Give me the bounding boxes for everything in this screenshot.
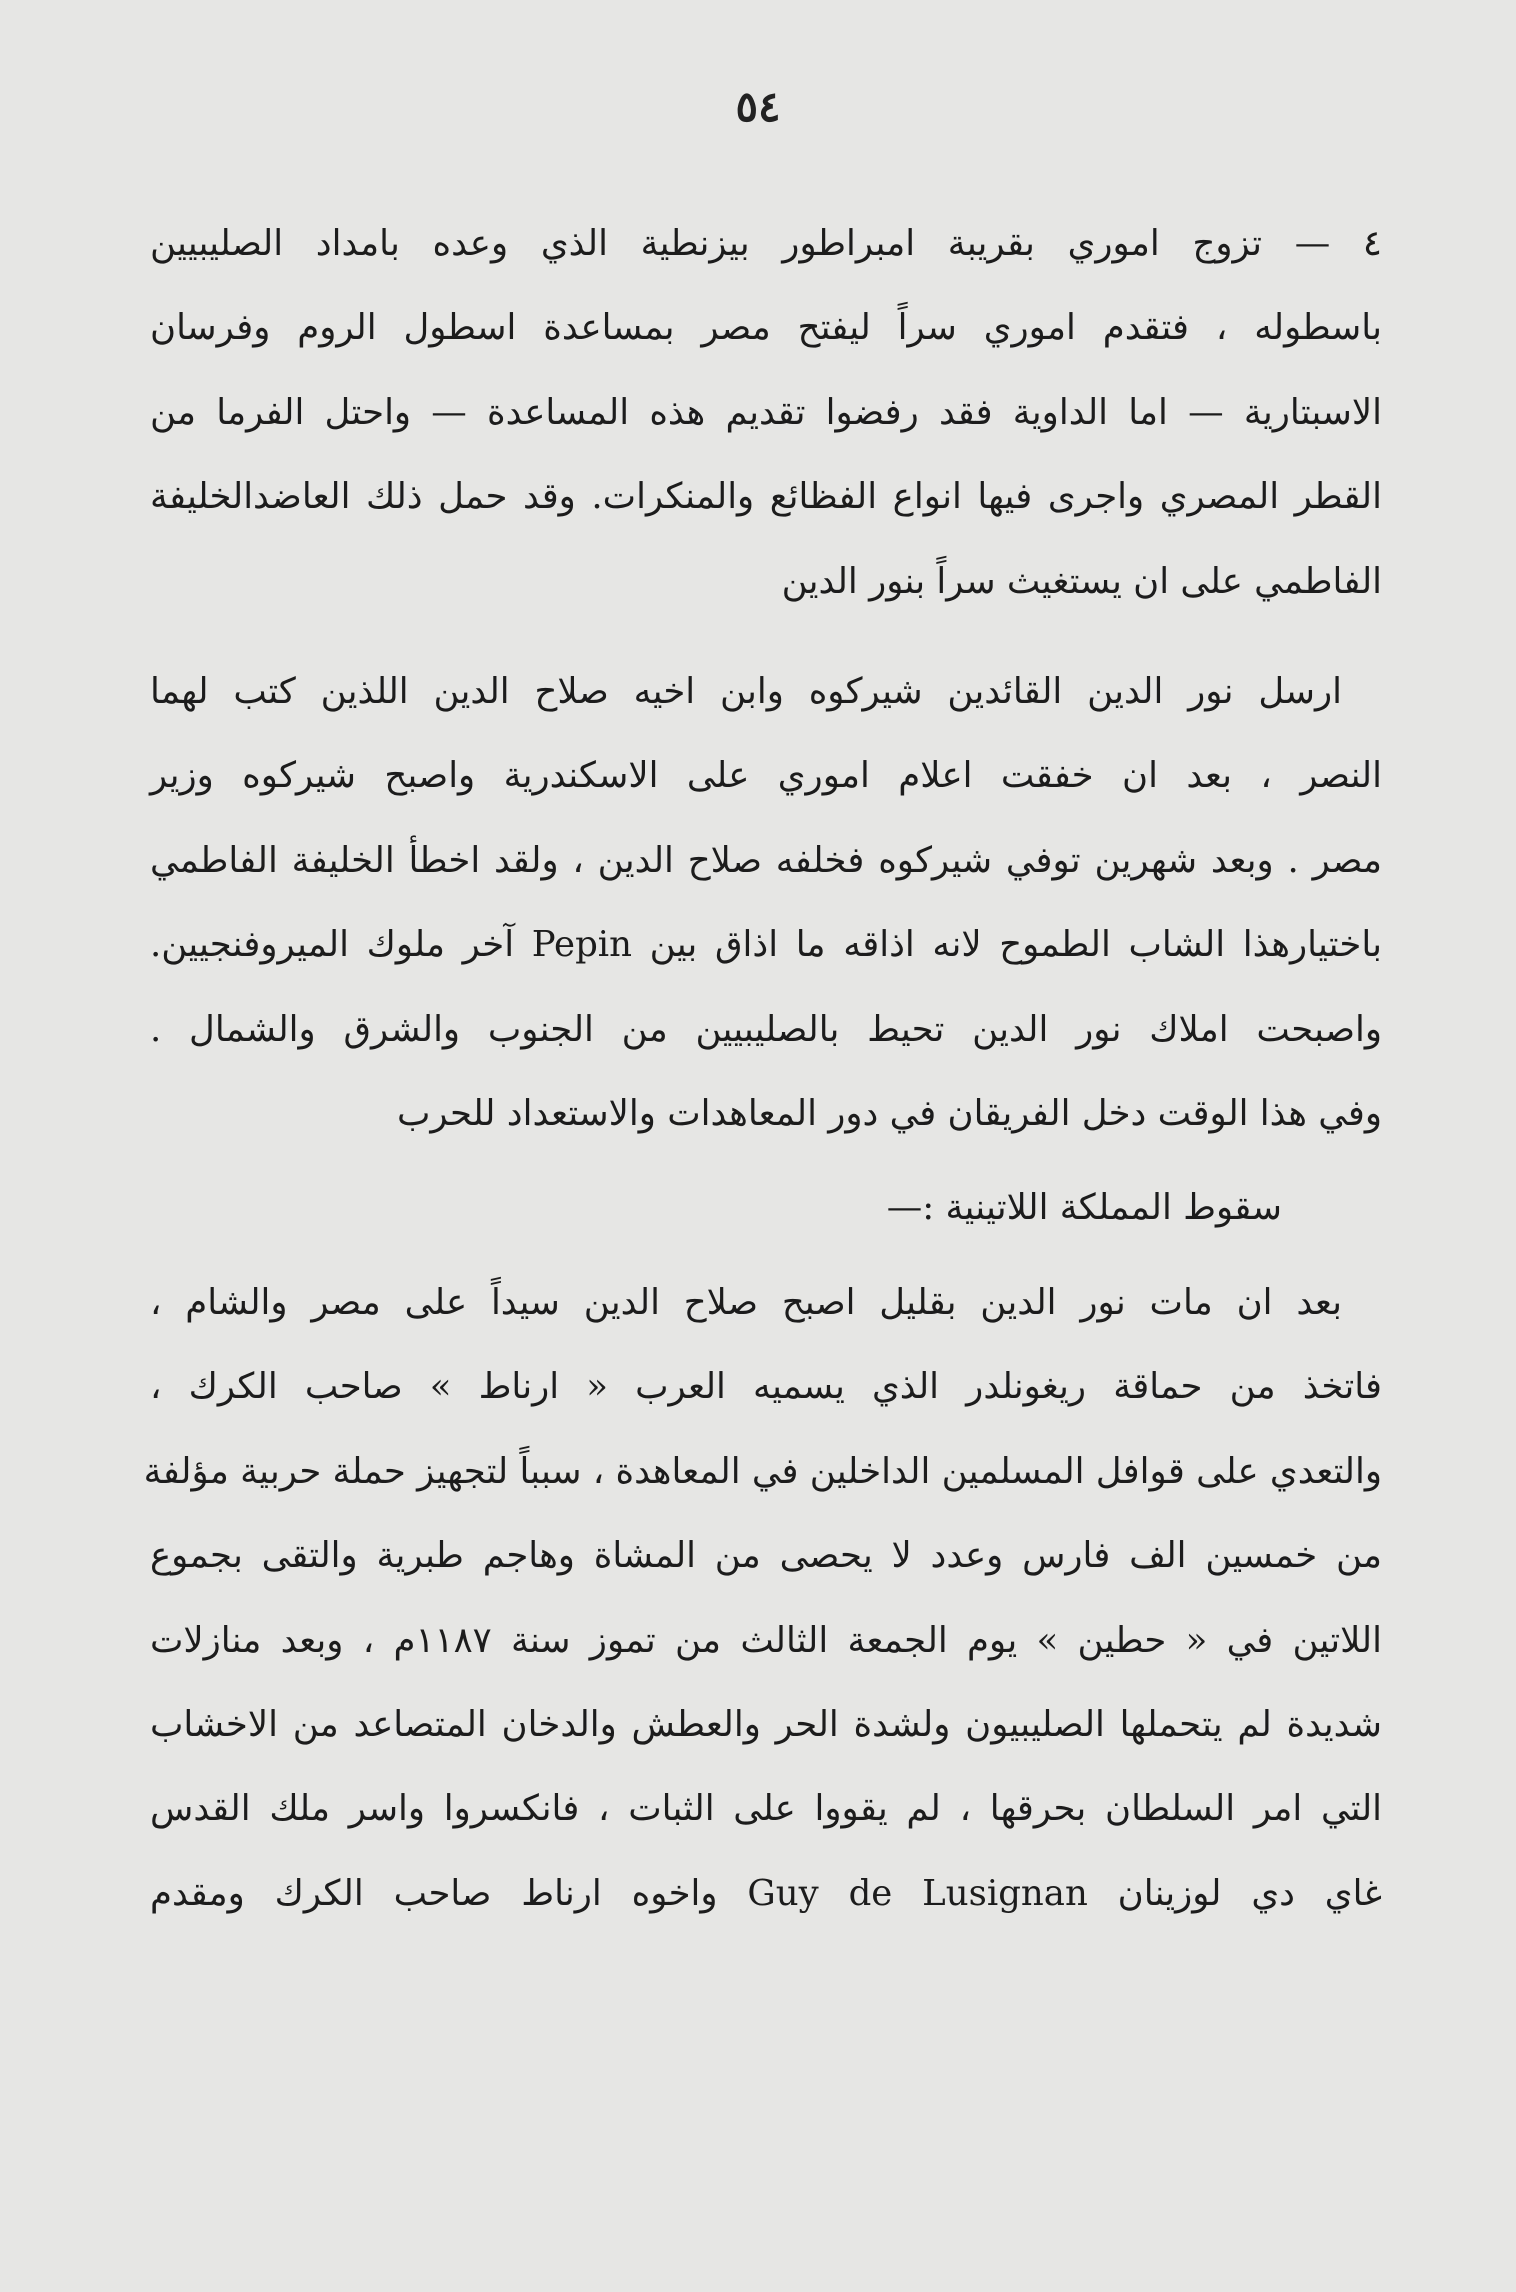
- paragraph-1-line-4: القطر المصري واجرى فيها انواع الفظائع والمنكرات. وقد حمل ذلك العاضدالخليفة: [150, 476, 1382, 518]
- paragraph-3-line-3: والتعدي على قوافل المسلمين الداخلين في المعاهدة ، سبباً لتجهيز حملة حربية مؤلفة: [143, 1450, 1382, 1492]
- paragraph-3-line-5: اللاتين في « حطين » يوم الجمعة الثالث من تموز سنة ١١٨٧م ، وبعد منازلات: [150, 1619, 1382, 1661]
- paragraph-1-line-1: ٤ — تزوج اموري بقريبة امبراطور بيزنطية الذي وعده بامداد الصليبيين: [150, 223, 1382, 264]
- paragraph-2-line-1: ارسل نور الدين القائدين شيركوه وابن اخيه صلاح الدين اللذين كتب لهما: [150, 671, 1342, 713]
- paragraph-2-line-2: النصر ، بعد ان خفقت اعلام اموري على الاسكندرية واصبح شيركوه وزير: [150, 755, 1382, 797]
- paragraph-2-line-3: مصر . وبعد شهرين توفي شيركوه فخلفه صلاح الدين ، ولقد اخطأ الخليفة الفاطمي: [150, 839, 1382, 881]
- paragraph-1-line-5: الفاطمي على ان يستغيث سراً بنور الدين: [781, 560, 1382, 602]
- page-number: ٥٤: [735, 82, 781, 131]
- paragraph-3-line-2: فاتخذ من حماقة ريغونلدر الذي يسميه العرب « ارناط » صاحب الكرك ،: [150, 1366, 1382, 1408]
- paragraph-3-line-8: غاي دي لوزينان Guy de Lusignan واخوه ارناط صاحب الكرك ومقدم: [150, 1872, 1382, 1914]
- section-heading: سقوط المملكة اللاتينية :—: [886, 1187, 1282, 1229]
- paragraph-3-line-1: بعد ان مات نور الدين بقليل اصبح صلاح الدين سيداً على مصر والشام ،: [150, 1281, 1342, 1323]
- paragraph-1-line-3: الاسبتارية — اما الداوية فقد رفضوا تقديم هذه المساعدة — واحتل الفرما من: [150, 391, 1382, 433]
- paragraph-3-line-7: التي امر السلطان بحرقها ، لم يقووا على الثبات ، فانكسروا واسر ملك القدس: [150, 1788, 1382, 1830]
- paragraph-2-line-6: وفي هذا الوقت دخل الفريقان في دور المعاهدات والاستعداد للحرب: [397, 1093, 1382, 1135]
- paragraph-2-line-4: باختيارهذا الشاب الطموح لانه اذاقه ما اذاق بين Pepin آخر ملوك الميروفنجيين.: [150, 924, 1383, 966]
- paragraph-2-line-5: واصبحت املاك نور الدين تحيط بالصليبيين من الجنوب والشرق والشمال .: [150, 1008, 1382, 1050]
- paragraph-3-line-4: من خمسين الف فارس وعدد لا يحصى من المشاة وهاجم طبرية والتقى بجموع: [150, 1535, 1382, 1577]
- body-text: [143, 202, 1383, 1936]
- paragraph-3-line-6: شديدة لم يتحملها الصليبيون ولشدة الحر والعطش والدخان المتصاعد من الاخشاب: [150, 1703, 1382, 1745]
- paragraph-1-line-2: باسطوله ، فتقدم اموري سراً ليفتح مصر بمساعدة اسطول الروم وفرسان: [150, 307, 1382, 349]
